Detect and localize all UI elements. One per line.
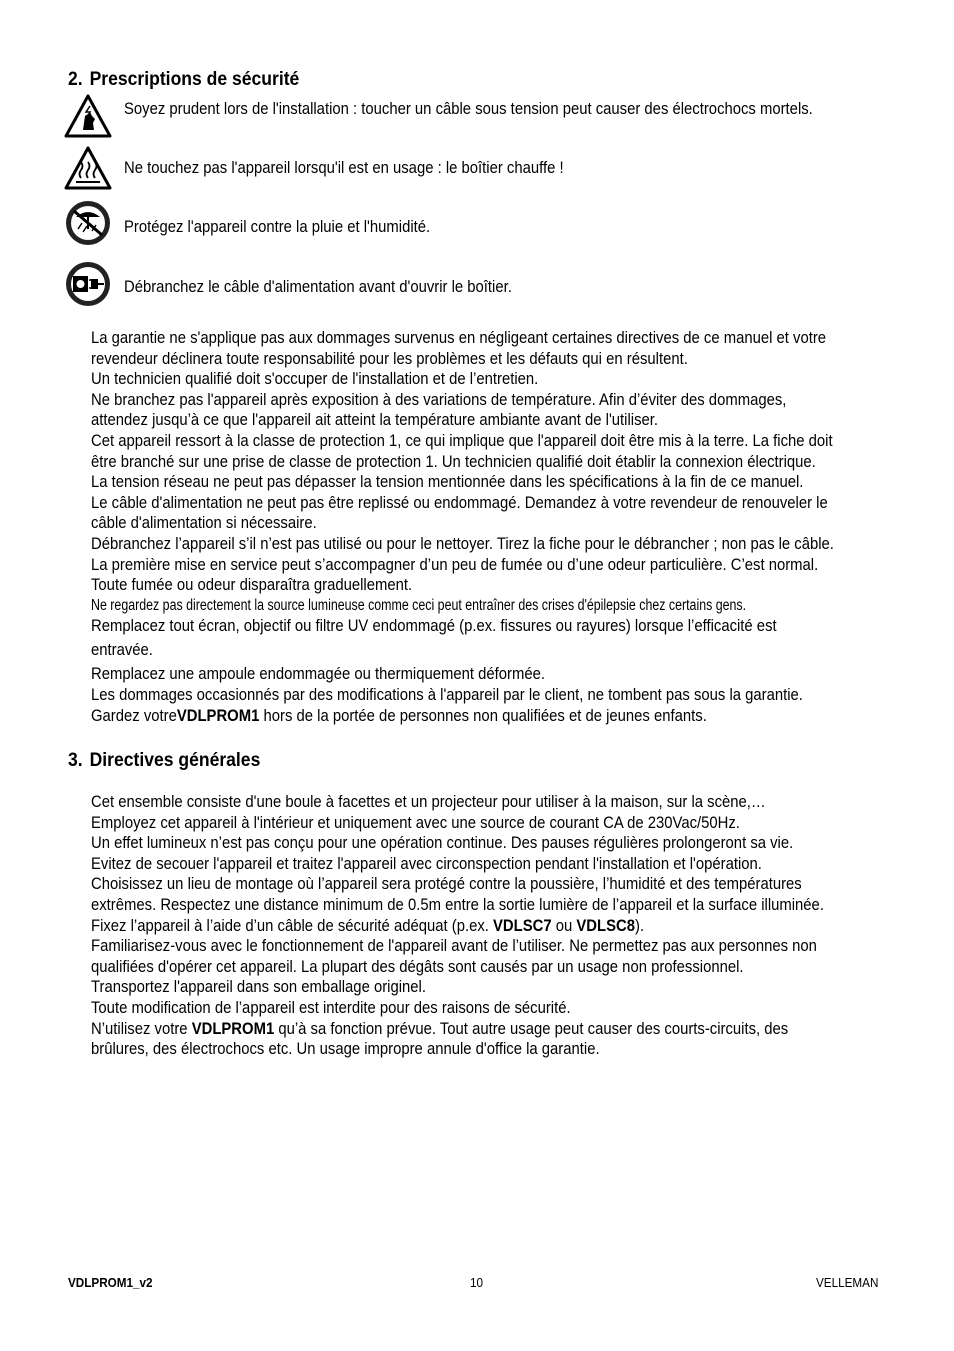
section-title: Prescriptions de sécurité bbox=[89, 68, 300, 90]
footer-doc-id: VDLPROM1_v2 bbox=[68, 1275, 153, 1290]
hot-surface-warning-icon bbox=[64, 144, 112, 192]
warning-text: Ne touchez pas l'appareil lorsqu'il est en usage : le boîtier chauffe ! bbox=[124, 159, 564, 177]
text-line bbox=[91, 916, 883, 937]
text-line: être branché sur une prise de classe de protection 1. Un technicien qualifié doit établir la connexion électrique. bbox=[91, 452, 816, 471]
text-line: Un effet lumineux n’est pas conçu pour une opération continue. Des pauses régulières prolongeront sa vie. bbox=[91, 834, 794, 853]
text-line: Ne regardez pas directement la source lumineuse comme ceci peut entraîner des crises d'épilepsie chez certains gens. bbox=[91, 596, 747, 614]
text-line: La tension réseau ne peut pas dépasser la tension mentionnée dans les spécifications à la fin de ce manuel. bbox=[91, 473, 804, 492]
text-fragment: hors de la portée de personnes non qualifiées et de jeunes enfants. bbox=[259, 706, 707, 725]
warning-row-hot bbox=[64, 144, 904, 192]
text-fragment: Gardez votre bbox=[91, 706, 177, 725]
text-line: Employez cet appareil à l'intérieur et uniquement avec une source de courant CA de 230Vac/50Hz. bbox=[91, 813, 740, 832]
text-line: Le câble d'alimentation ne peut pas être replissé ou endommagé. Demandez à votre revendeur de renouveler le bbox=[91, 493, 828, 512]
text-line: câble d'alimentation si nécessaire. bbox=[91, 514, 317, 533]
general-guidelines bbox=[91, 792, 954, 1060]
warning-text: Débranchez le câble d'alimentation avant d'ouvrir le boîtier. bbox=[124, 278, 512, 296]
product-code: VDLPROM1 bbox=[191, 1019, 275, 1038]
warning-row-rain bbox=[64, 199, 904, 247]
safety-paragraphs bbox=[91, 328, 954, 726]
footer-page-number: 10 bbox=[470, 1275, 484, 1290]
text-line: Les dommages occasionnés par des modifications à l'appareil par le client, ne tombent pas sous la garantie. bbox=[91, 685, 803, 704]
text-fragment: qu’à sa fonction prévue. Tout autre usage peut causer des courts-circuits, des bbox=[274, 1019, 789, 1038]
product-code: VDLSC8 bbox=[576, 916, 635, 935]
warning-row-shock bbox=[64, 92, 904, 140]
footer-brand: VELLEMAN bbox=[816, 1275, 879, 1290]
unplug-before-opening-icon bbox=[64, 260, 112, 308]
section-3-heading bbox=[68, 749, 260, 772]
product-code: VDLPROM1 bbox=[176, 706, 260, 725]
text-line: Un technicien qualifié doit s'occuper de l'installation et de l’entretien. bbox=[91, 370, 539, 389]
text-fragment: Fixez l’appareil à l’aide d’un câble de sécurité adéquat (p.ex. bbox=[91, 916, 494, 935]
text-line: Transportez l'appareil dans son emballage originel. bbox=[91, 978, 426, 997]
text-line: Débranchez l’appareil s’il n’est pas utilisé ou pour le nettoyer. Tirez la fiche pour le débrancher ; non pas le câble. bbox=[91, 534, 834, 553]
section-number: 3. bbox=[68, 749, 83, 771]
section-2-heading bbox=[68, 68, 299, 91]
text-line: La garantie ne s'applique pas aux dommages survenus en négligeant certaines directives de ce manuel et votre bbox=[91, 329, 827, 347]
text-line: Familiarisez-vous avec le fonctionnement de l'appareil avant de l’utiliser. Ne permettez pas aux personnes non bbox=[91, 937, 817, 956]
text-line: Evitez de secouer l'appareil et traitez l'appareil avec circonspection pendant l'installation et l'opération. bbox=[91, 854, 762, 873]
text-fragment: N’utilisez votre bbox=[91, 1019, 192, 1038]
text-line: Remplacez tout écran, objectif ou filtre UV endommagé (p.ex. fissures ou rayures) lorsque l’efficacité est bbox=[91, 617, 777, 636]
warning-text: Protégez l'appareil contre la pluie et l'humidité. bbox=[124, 218, 431, 236]
text-line: Cet appareil ressort à la classe de protection 1, ce qui implique que l'appareil doit être mis à la terre. La fiche doit bbox=[91, 431, 833, 450]
text-line: attendez jusqu’à ce que l'appareil ait atteint la température ambiante avant de l'utiliser. bbox=[91, 411, 659, 430]
section-number: 2. bbox=[68, 68, 83, 90]
text-line: qualifiées d'opérer cet appareil. La plupart des dégâts sont causés par un usage non professionnel. bbox=[91, 957, 744, 976]
electric-shock-warning-icon bbox=[64, 92, 112, 140]
text-line: Toute modification de l’appareil est interdite pour des raisons de sécurité. bbox=[91, 998, 571, 1017]
text-line: extrêmes. Respectez une distance minimum de 0.5m entre la sortie lumière de l’appareil et la surface illuminée. bbox=[91, 895, 824, 914]
product-code: VDLSC7 bbox=[493, 916, 552, 935]
text-line: La première mise en service peut s’accompagner d’un peu de fumée ou d’une odeur particulière. C’est normal. bbox=[91, 555, 819, 574]
no-rain-humidity-icon bbox=[64, 199, 112, 247]
text-fragment: ). bbox=[634, 916, 645, 935]
text-line: revendeur déclinera toute responsabilité pour les problèmes et les défauts qui en résultent. bbox=[91, 349, 688, 368]
text-line: entravée. bbox=[91, 641, 153, 660]
text-line: brûlures, des électrochocs etc. Un usage impropre annule d'office la garantie. bbox=[91, 1040, 600, 1059]
text-line bbox=[91, 706, 883, 727]
text-line bbox=[91, 1019, 883, 1040]
warning-text: Soyez prudent lors de l'installation : toucher un câble sous tension peut causer des électrochocs mortels. bbox=[124, 100, 813, 118]
text-line: Choisissez un lieu de montage où l’appareil sera protégé contre la poussière, l’humidité et des températures bbox=[91, 875, 802, 894]
text-line: Toute fumée ou odeur disparaîtra graduellement. bbox=[91, 576, 413, 595]
section-title: Directives générales bbox=[89, 749, 261, 771]
text-fragment: ou bbox=[551, 916, 577, 935]
warning-row-unplug bbox=[64, 260, 904, 308]
text-line: Cet ensemble consiste d'une boule à facettes et un projecteur pour utiliser à la maison, sur la scène,… bbox=[91, 793, 766, 811]
text-line: Remplacez une ampoule endommagée ou thermiquement déformée. bbox=[91, 665, 546, 684]
text-line: Ne branchez pas l'appareil après exposition à des variations de température. Afin d’éviter des dommages, bbox=[91, 390, 787, 409]
